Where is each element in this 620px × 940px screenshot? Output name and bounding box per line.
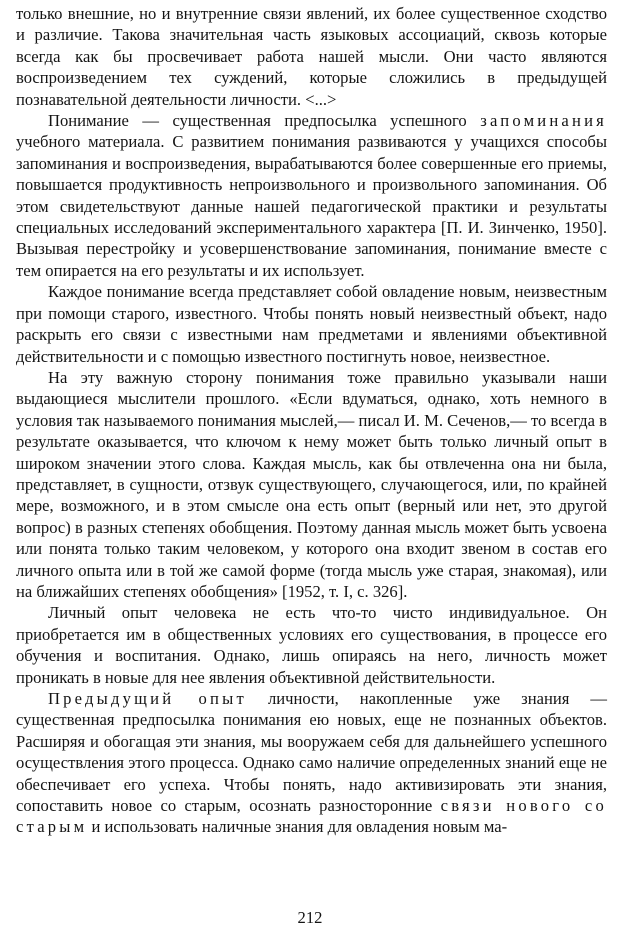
- paragraph: [16, 688, 607, 838]
- text-run: и использовать наличные знания для овладения новым ма-: [87, 817, 508, 837]
- text-run: учебного материала. С развитием понимания развиваются у учащихся способы запоминания и воспроизведения, вырабатываются более совершенные его приемы, повышается продуктивность непроизвольного и произвольного запоминания. Об этом свидетельствуют данные нашей педагогической практики и результаты специальных исследований экспериментального характера [П. И. Зинченко, 1950]. Вызывая перестройку и усовершенствование запоминания, понимание вместе с тем опирается на его результаты и их использует.: [16, 132, 607, 280]
- page-number: 212: [297, 908, 323, 927]
- text-run: На эту важную сторону понимания тоже правильно указывали наши выдающиеся мыслители прошлого. «Если вдуматься, однако, хоть немного в условия так называемого понимания мыслей,— писал И. М. Сеченов,— то всегда в результате оказывается, что ключом к нему может быть только личный опыт в широком значении этого слова. Каждая мысль, как бы отвлеченна она ни была, представляет, в сущности, отзвук существующего, случающегося, или, по крайней мере, возможного, и в этом смысле она есть опыт (верный или нет, это другой вопрос) в разных степенях обобщения. Поэтому данная мысль может быть усвоена или понята только таким человеком, у которого она входит звеном в состав его личного опыта или в той же самой форме (тогда мысль уже старая, знакомая), или на ближайших степенях обобщения» [1952, т. I, с. 326].: [16, 367, 607, 601]
- emphasized-text: связи нового со старым: [16, 796, 607, 837]
- text-run: Личный опыт человека не есть что-то чисто индивидуальное. Он приобретается им в общественных условиях его существования, в процессе его обучения и воспитания. Однако, лишь опираясь на него, личность может проникать в новые для нее явления объективной действительности.: [16, 603, 607, 687]
- emphasized-text: Предыдущий опыт: [48, 689, 247, 708]
- text-run: Понимание — существенная предпосылка успешного: [48, 111, 481, 131]
- body-text: [16, 3, 607, 838]
- paragraph: [16, 3, 607, 110]
- emphasized-text: запоминания: [480, 111, 607, 131]
- paragraph: [16, 367, 607, 602]
- text-run: только внешние, но и внутренние связи явлений, их более существенное сходство и различие. Такова значительная часть языковых ассоциаций, сквозь которые всегда как бы просвечивает работа нашей мысли. Они часто являются воспроизведением тех суждений, которые сложились в предыдущей познавательной деятельности личности. <...>: [16, 4, 607, 109]
- text-run: личности, накопленные уже знания — существенная предпосылка понимания ею новых, еще не познанных объектов. Расширяя и обогащая эти знания, мы вооружаем себя для дальнейшего успешного осуществления этого процесса. Однако само наличие определенных знаний еще не обеспечивает его успеха. Чтобы понять, надо активизировать эти знания, сопоставить новое со старым, осознать разносторонние: [16, 689, 607, 816]
- text-run: Каждое понимание всегда представляет собой овладение новым, неизвестным при помощи старого, известного. Чтобы понять новый неизвестный объект, надо раскрыть его связи с известными нам предметами и явлениями объективной действительности и с помощью известного постигнуть новое, неизвестное.: [16, 282, 607, 366]
- paragraph: [16, 602, 607, 688]
- paragraph: [16, 110, 607, 281]
- paragraph: [16, 281, 607, 367]
